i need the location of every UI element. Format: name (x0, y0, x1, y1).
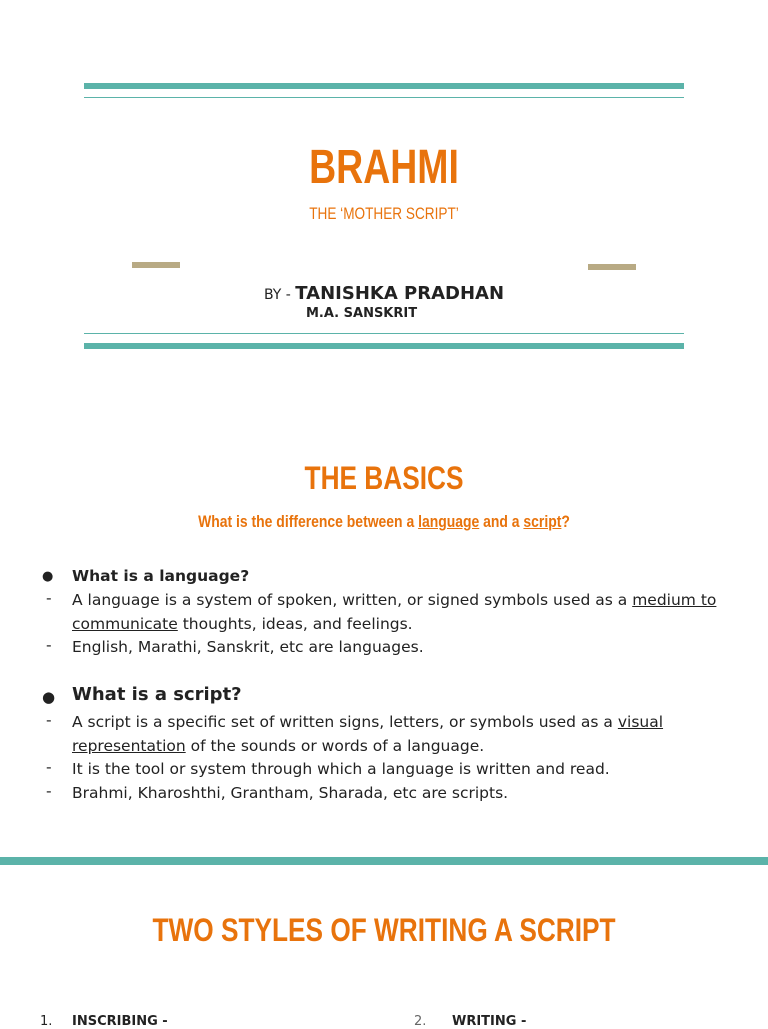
language-examples: English, Marathi, Sanskrit, etc are languages. (72, 638, 424, 656)
dash-marker: - (46, 758, 52, 776)
bottom-thin-rule (84, 333, 684, 334)
dash-marker: - (46, 711, 52, 729)
question-language: language (418, 512, 480, 531)
script-definition (72, 711, 732, 758)
by-prefix: BY - (263, 287, 296, 303)
dash-marker: - (46, 782, 52, 800)
dash-marker: - (46, 636, 52, 654)
dash-marker: - (46, 589, 52, 607)
script-definition-text: A script is a specific set of written signs, letters, or symbols used as a (72, 713, 618, 731)
byline (0, 283, 768, 304)
slide-title: BRAHMI (309, 141, 459, 194)
question-part-3: and a (479, 512, 524, 531)
right-accent-bar (588, 264, 636, 270)
author-name: TANISHKA PRADHAN (295, 283, 505, 304)
left-accent-bar (132, 262, 180, 268)
section-divider (0, 857, 768, 865)
script-heading: What is a script? (72, 684, 242, 705)
language-heading: What is a language? (72, 567, 250, 585)
language-definition-end: thoughts, ideas, and feelings. (177, 614, 413, 633)
medium-to-underline: medium to (632, 591, 717, 609)
script-definition-end: of the sounds or words of a language. (185, 736, 485, 755)
question-part-1: What is the difference between a (198, 512, 419, 531)
slide-subtitle: THE ‘MOTHER SCRIPT’ (309, 204, 459, 223)
top-thin-rule (84, 97, 684, 98)
visual-underline: visual (617, 713, 664, 731)
bottom-thick-rule (84, 343, 684, 349)
basics-question (69, 512, 699, 532)
question-script: script (523, 512, 562, 531)
style-2-number: 2. (414, 1014, 427, 1029)
bullet-icon: ● (42, 688, 56, 706)
style-1-label: INSCRIBING - (72, 1014, 168, 1029)
script-tool: It is the tool or system through which a language is written and read. (72, 760, 610, 778)
communicate-underline: communicate (72, 614, 178, 633)
script-examples: Brahmi, Kharoshthi, Grantham, Sharada, etc are scripts. (72, 784, 509, 802)
styles-heading: TWO STYLES OF WRITING A SCRIPT (152, 912, 616, 948)
style-2-label: WRITING - (452, 1014, 527, 1029)
bullet-icon: ● (42, 569, 54, 584)
top-thick-rule (84, 83, 684, 89)
language-definition-text: A language is a system of spoken, written, or signed symbols used as a (72, 591, 633, 609)
style-1-number: 1. (40, 1014, 53, 1029)
representation-underline: representation (72, 736, 186, 755)
question-part-5: ? (561, 512, 570, 531)
basics-heading: THE BASICS (304, 460, 464, 496)
author-degree: M.A. SANSKRIT (306, 306, 418, 321)
language-definition (72, 589, 732, 636)
